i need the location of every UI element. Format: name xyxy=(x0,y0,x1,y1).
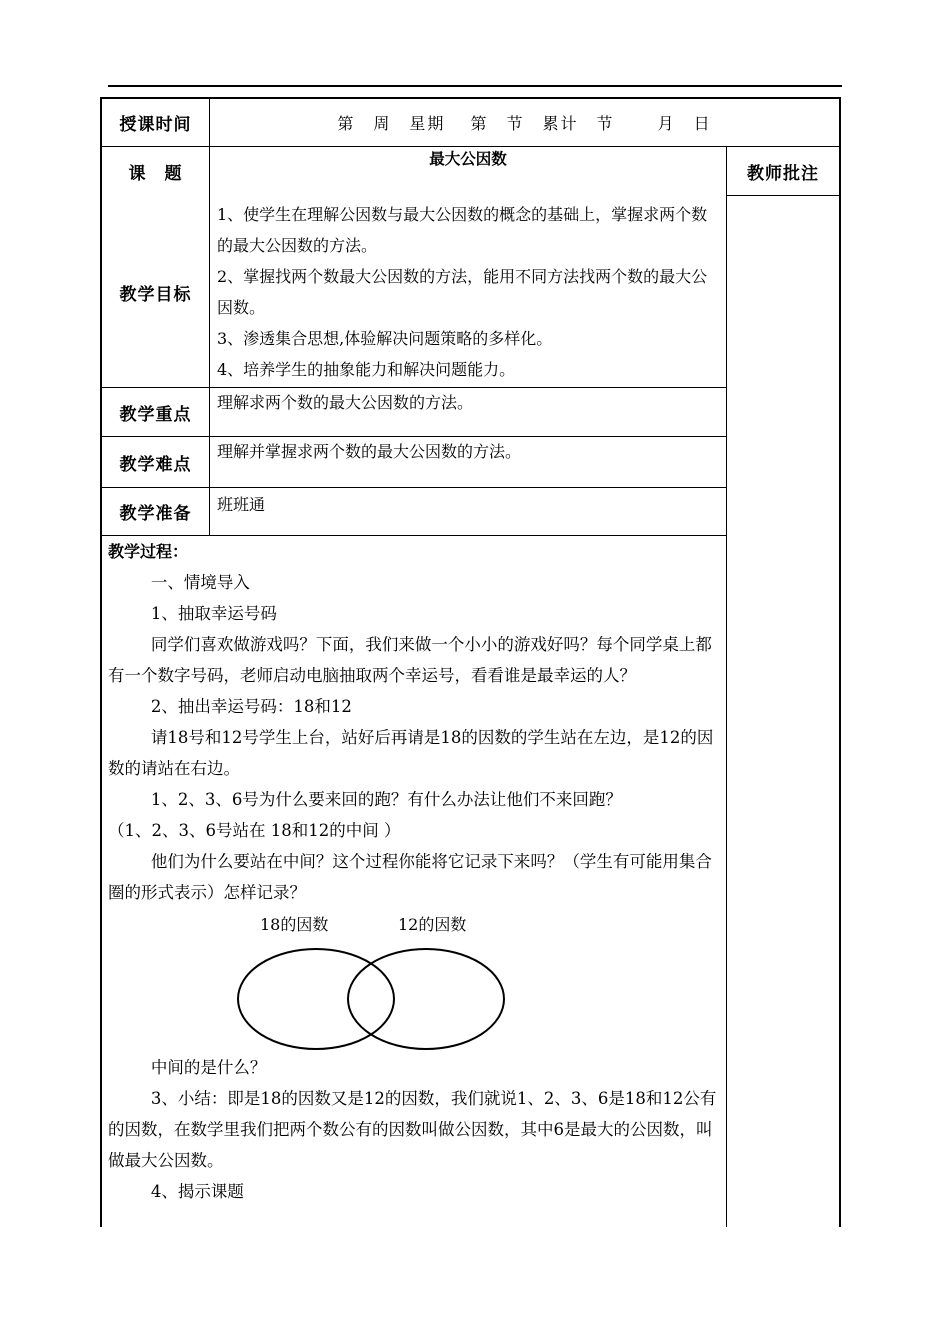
key-point-value: 理解求两个数的最大公因数的方法。 xyxy=(217,393,474,412)
process-paragraph: （1、2、3、6号站在 18和12的中间 ） xyxy=(108,821,401,840)
preparation-label: 教学准备 xyxy=(119,504,192,524)
time-label: 授课时间 xyxy=(119,115,192,135)
venn-right-circle xyxy=(348,949,504,1049)
goals-label: 教学目标 xyxy=(119,284,192,305)
teaching-process xyxy=(108,536,724,1207)
process-paragraph: 2、抽出幸运号码：18和12 xyxy=(150,697,352,716)
time-value: 第 周 星期 第 节 累计 节 月 日 xyxy=(337,114,712,133)
process-paragraph: 1、2、3、6号为什么要来回的跑？有什么办法让他们不来回跑？ xyxy=(150,790,622,809)
topic-value: 最大公因数 xyxy=(429,150,507,168)
preparation-value: 班班通 xyxy=(217,495,266,514)
goals-list xyxy=(217,199,722,387)
process-paragraph: 1、抽取幸运号码 xyxy=(150,604,277,623)
topic-label: 课 题 xyxy=(128,163,183,184)
venn-right-label: 12的因数 xyxy=(398,915,467,934)
difficulty-value: 理解并掌握求两个数的最大公因数的方法。 xyxy=(217,442,522,461)
column-divider xyxy=(726,146,727,1227)
difficulty-label: 教学难点 xyxy=(119,454,192,475)
key-point-label: 教学重点 xyxy=(119,404,192,425)
table-border-right xyxy=(839,97,841,1227)
process-title: 教学过程： xyxy=(108,542,189,561)
process-paragraph: 一、情境导入 xyxy=(150,573,250,592)
process-paragraph: 3、小结：即是18的因数又是12的因数，我们就说1、2、3、6是18和12公有的因数，在数学里我们把两个数公有的因数叫做公因数，其中6是最大的公因数，叫做最大公因数。 xyxy=(108,1089,717,1170)
top-rule xyxy=(108,85,842,87)
row-divider xyxy=(726,195,841,196)
process-paragraph: 中间的是什么？ xyxy=(150,1058,267,1077)
process-paragraph: 他们为什么要站在中间？这个过程你能将它记录下来吗？（学生有可能用集合圈的形式表示）怎样记录？ xyxy=(108,852,712,902)
venn-left-label: 18的因数 xyxy=(260,915,329,934)
goal-item: 3、渗透集合思想,体验解决问题策略的多样化。 xyxy=(217,329,553,348)
process-paragraph: 4、揭示课题 xyxy=(150,1182,244,1201)
venn-diagram xyxy=(108,912,724,1052)
teacher-note-label: 教师批注 xyxy=(747,163,819,184)
goal-item: 1、使学生在理解公因数与最大公因数的概念的基础上，掌握求两个数的最大公因数的方法。 xyxy=(217,205,708,255)
process-paragraph: 同学们喜欢做游戏吗？下面，我们来做一个小小的游戏好吗？每个同学桌上都有一个数字号码，老师启动电脑抽取两个幸运号，看看谁是最幸运的人？ xyxy=(108,635,712,685)
process-paragraph: 请18号和12号学生上台，站好后再请是18的因数的学生站在左边，是12的因数的请站在右边。 xyxy=(108,728,714,778)
goal-item: 2、掌握找两个数最大公因数的方法，能用不同方法找两个数的最大公因数。 xyxy=(217,267,708,317)
goal-item: 4、培养学生的抽象能力和解决问题能力。 xyxy=(217,360,516,379)
